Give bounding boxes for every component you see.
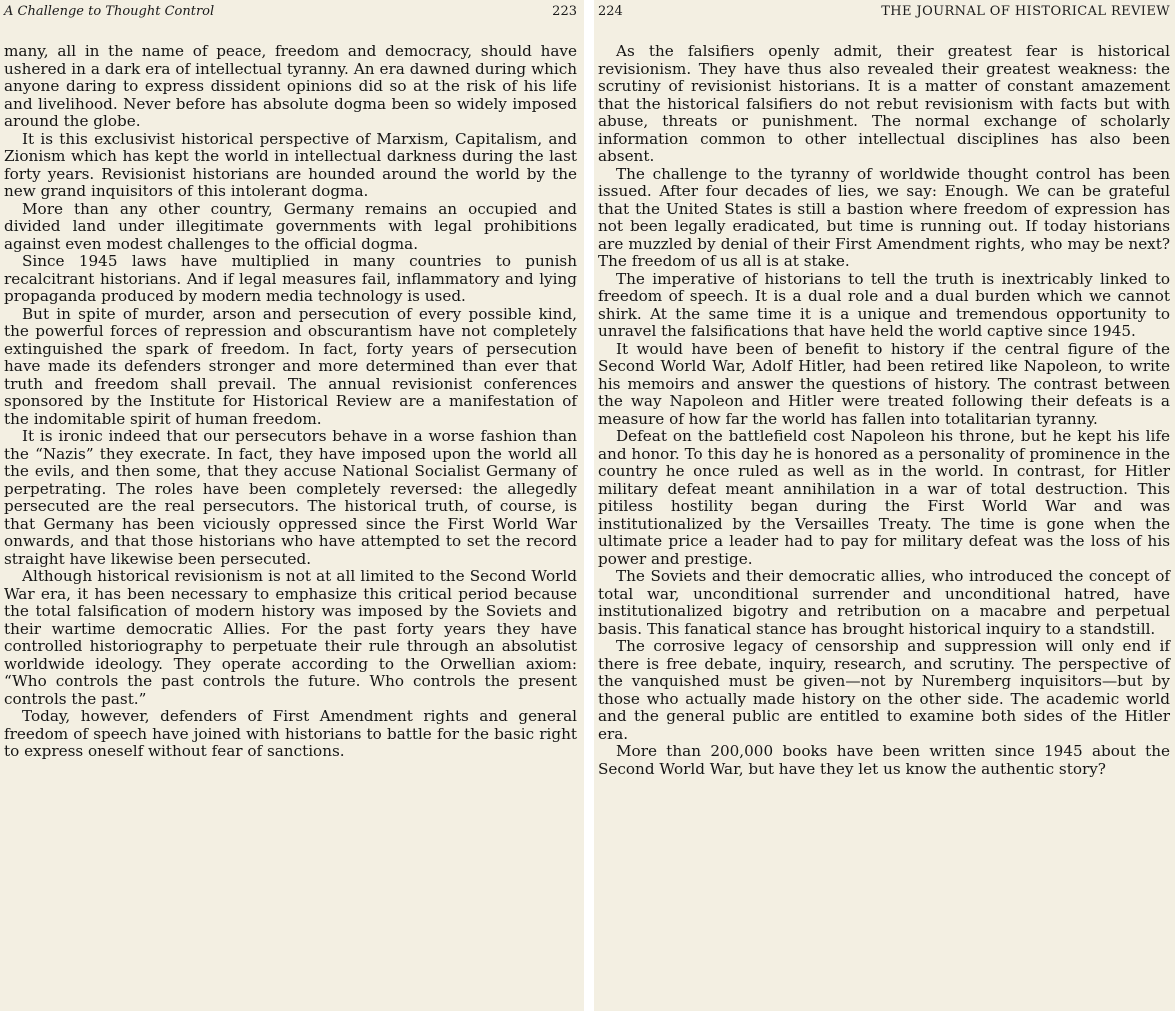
paragraph: Since 1945 laws have multiplied in many countries to punish recalcitrant historians. And if legal measures fail, inflammatory and lying propaganda produced by modern media technology is used. [4,252,577,305]
running-title: A Challenge to Thought Control [4,4,215,19]
journal-title: THE JOURNAL OF HISTORICAL REVIEW [881,4,1170,19]
paragraph: More than any other country, Germany remains an occupied and divided land under illegitimate governments with legal prohibitions against even modest challenges to the official dogma. [4,199,577,253]
page-number: 224 [598,4,623,19]
paragraph: The Soviets and their democratic allies, who introduced the concept of total war, unconditional surrender and unconditional hatred, have institutionalized bigotry and retribution on a macabre and perpetual basis. This fanatical stance has brought historical inquiry to a standstill. [598,567,1170,638]
paragraph: The imperative of historians to tell the truth is inextricably linked to freedom of speech. It is a dual role and a dual burden which we cannot shirk. At the same time it is a unique and tremendous opportunity to unravel the falsifications that have held the world captive since 1945. [598,269,1170,340]
paragraph: It is ironic indeed that our persecutors behave in a worse fashion than the “Nazis” they execrate. In fact, they have imposed upon the world all the evils, and then some, that they accuse National Socialist Germany of perpetrating. The roles have been completely reversed: the allegedly persecuted are the real persecutors. The historical truth, of course, is that Germany has been viciously oppressed since the First World War onwards, and that those historians who have attempted to set the record straight have likewise been persecuted. [4,427,577,568]
paragraph: It would have been of benefit to history if the central figure of the Second World War, Adolf Hitler, had been retired like Napoleon, to write his memoirs and answer the questions of history. The contrast between the way Napoleon and Hitler were treated following their defeats is a measure of how far the world has fallen into totalitarian tyranny. [598,339,1170,428]
paragraph: It is this exclusivist historical perspective of Marxism, Capitalism, and Zionism which has kept the world in intellectual darkness during the last forty years. Revisionist historians are hounded around the world by the new grand inquisitors of this intolerant dogma. [4,129,577,200]
paragraph: Defeat on the battlefield cost Napoleon his throne, but he kept his life and honor. To this day he is honored as a personality of prominence in the country he once ruled as well as in the world. In contrast, for Hitler military defeat meant annihilation in a war of total destruction. This pitiless hostility began during the First World War and was institutionalized by the Versailles Treaty. The time is gone when the ultimate price a leader had to pay for military defeat was the loss of his power and prestige. [598,427,1170,568]
paragraph: But in spite of murder, arson and persecution of every possible kind, the powerful forces of repression and obscurantism have not completely extinguished the spark of freedom. In fact, forty years of persecution have made its defenders stronger and more determined than ever that truth and freedom shall prevail. The annual revisionist conferences sponsored by the Institute for Historical Review are a manifestation of the indomitable spirit of human freedom. [4,304,577,428]
paragraph: Although historical revisionism is not at all limited to the Second World War era, it has been necessary to emphasize this critical period because the total falsification of modern history was imposed by the Soviets and their wartime democratic Allies. For the past forty years they have controlled historiography to perpetuate their rule through an absolutist worldwide ideology. They operate according to the Orwellian axiom: “Who controls the past controls the future. Who controls the present controls the past.” [4,567,577,708]
left-running-head [4,0,577,24]
paragraph: More than 200,000 books have been written since 1945 about the Second World War, but have they let us know the authentic story? [598,742,1170,778]
paragraph: The corrosive legacy of censorship and suppression will only end if there is free debate, inquiry, research, and scrutiny. The perspective of the vanquished must be given—not by Nuremberg inquisitors—but by those who actually made history on the other side. The academic world and the general public are entitled to examine both sides of the Hitler era. [598,637,1170,743]
left-page [0,0,584,1011]
paragraph: Today, however, defenders of First Amendment rights and general freedom of speech have joined with historians to battle for the basic right to express oneself without fear of sanctions. [4,707,577,760]
right-body-text [598,24,1170,778]
page-gutter [584,0,594,1011]
paragraph: As the falsifiers openly admit, their greatest fear is historical revisionism. They have thus also revealed their greatest weakness: the scrutiny of revisionist historians. It is a matter of constant amazement that the historical falsifiers do not rebut revisionism with facts but with abuse, threats or punishment. The normal exchange of scholarly information common to other intellectual disciplines has also been absent. [598,42,1170,165]
right-running-head [598,0,1170,24]
paragraph: many, all in the name of peace, freedom and democracy, should have ushered in a dark era of intellectual tyranny. An era dawned during which anyone daring to express dissident opinions did so at the risk of his life and livelihood. Never before has absolute dogma been so widely imposed around the globe. [4,42,577,130]
page-number: 223 [552,4,577,19]
right-page [594,0,1175,1011]
left-body-text [4,24,577,761]
paragraph: The challenge to the tyranny of worldwide thought control has been issued. After four decades of lies, we say: Enough. We can be grateful that the United States is still a bastion where freedom of expression has not been legally eradicated, but time is running out. If today historians are muzzled by denial of their First Amendment rights, who may be next? The freedom of us all is at stake. [598,164,1170,270]
